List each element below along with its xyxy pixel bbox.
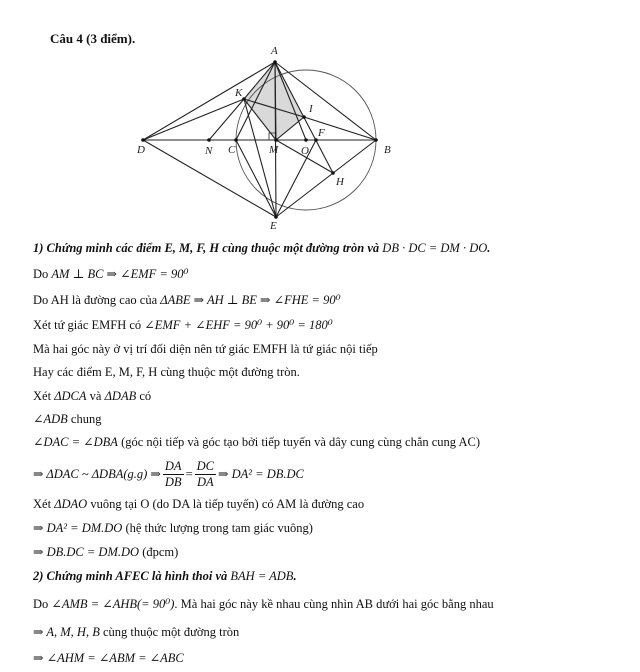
text: (góc nội tiếp và góc tạo bởi tiếp tuyến và dây cung cùng chắn cung AC) <box>121 435 481 449</box>
math: ΔDAB <box>104 389 137 403</box>
part2-heading-text: 2) Chứng minh AFEC là hình thoi và <box>33 569 228 583</box>
text: (đpcm) <box>142 545 179 559</box>
fraction-da-db <box>163 459 184 490</box>
proof-line-1 <box>33 266 189 282</box>
math: ΔDAO <box>54 497 88 511</box>
math: ⇒ ΔDAC ~ ΔDBA(g.g) ⇒ <box>33 467 161 481</box>
text: (hệ thức lượng trong tam giác vuông) <box>125 521 313 535</box>
denominator: DB <box>164 474 182 489</box>
text: cùng thuộc một đường tròn <box>102 625 240 639</box>
proof-line-10 <box>33 496 364 512</box>
math: ΔABE ⇒ AH ⊥ BE ⇒ ∠FHE = 90⁰ <box>160 293 341 307</box>
math: ⇒ ∠AHM = ∠ABM = ∠ABC <box>33 651 184 665</box>
svg-text:O: O <box>301 145 309 157</box>
part2-heading-math: BAH = ADB <box>230 569 294 583</box>
numerator: DC <box>196 458 215 473</box>
text: Xét tứ giác EMFH có <box>33 318 142 332</box>
svg-text:D: D <box>137 144 145 156</box>
proof2-line-2 <box>33 624 239 640</box>
math: ⇒ DA² = DB.DC <box>218 467 304 481</box>
proof-line-3 <box>33 317 333 333</box>
proof-line-7 <box>33 411 101 427</box>
math: ΔDCA <box>54 389 87 403</box>
text: chung <box>70 412 102 426</box>
proof-line-12 <box>33 544 178 560</box>
proof-line-6 <box>33 388 151 404</box>
math: ∠DAC = ∠DBA <box>33 435 118 449</box>
proof2-line-1 <box>33 596 494 612</box>
svg-text:M: M <box>269 144 279 156</box>
math: ⇒ DA² = DM.DO <box>33 521 123 535</box>
svg-text:A: A <box>271 45 278 57</box>
proof-line-11 <box>33 520 313 536</box>
math: AM ⊥ BC ⇒ ∠EMF = 90⁰ <box>51 267 189 281</box>
equals: = <box>185 467 193 481</box>
text: Do <box>33 267 49 281</box>
question-title: Câu 4 (3 điểm). <box>50 31 136 46</box>
text: Do <box>33 597 49 611</box>
text: vuông tại O (do DA là tiếp tuyến) có AM là đường cao <box>90 497 365 511</box>
text: Do AH là đường cao của <box>33 293 158 307</box>
svg-text:C: C <box>228 144 236 156</box>
svg-text:N: N <box>205 145 213 157</box>
proof-line-8 <box>33 434 480 450</box>
svg-text:K: K <box>235 87 243 99</box>
math: ⇒ DB.DC = DM.DO <box>33 545 140 559</box>
math: ∠ADB <box>33 412 68 426</box>
proof-line-5: Hay các điểm E, M, F, H cùng thuộc một đường tròn. <box>33 365 300 379</box>
svg-text:I: I <box>309 103 313 115</box>
text: và <box>89 389 102 403</box>
proof-line-2 <box>33 292 341 308</box>
proof-line-9 <box>33 456 304 492</box>
math: ∠EMF + ∠EHF = 90⁰ + 90⁰ = 180⁰ <box>144 318 333 332</box>
denominator: DA <box>196 474 214 489</box>
math: ⇒ A, M, H, B <box>33 625 100 639</box>
svg-text:E: E <box>270 220 277 232</box>
proof-line-4: Mà hai góc này ở vị trí đối diện nên tứ giác EMFH là tứ giác nội tiếp <box>33 342 378 356</box>
math: ∠AMB = ∠AHB(= 90⁰) <box>51 597 175 611</box>
proof2-line-3 <box>33 650 184 666</box>
svg-text:B: B <box>384 144 391 156</box>
text: có <box>139 389 152 403</box>
text: Xét <box>33 389 52 403</box>
part1-heading-math: DB · DC = DM · DO <box>382 241 488 255</box>
text: . Mà hai góc này kề nhau cùng nhìn AB dưới hai góc bằng nhau <box>174 597 494 611</box>
part1-heading-text: 1) Chứng minh các điểm E, M, F, H cùng thuộc một đường tròn và <box>33 241 380 255</box>
svg-text:H: H <box>336 176 344 188</box>
part2-heading: 2) Chứng minh AFEC là hình thoi và BAH = ADB. <box>33 569 297 583</box>
fraction-dc-da <box>195 459 216 490</box>
part1-heading: 1) Chứng minh các điểm E, M, F, H cùng thuộc một đường tròn và DB · DC = DM · DO. <box>33 241 491 255</box>
numerator: DA <box>164 458 182 473</box>
geometry-figure <box>0 0 640 232</box>
svg-text:F: F <box>318 127 325 139</box>
text: Xét <box>33 497 52 511</box>
